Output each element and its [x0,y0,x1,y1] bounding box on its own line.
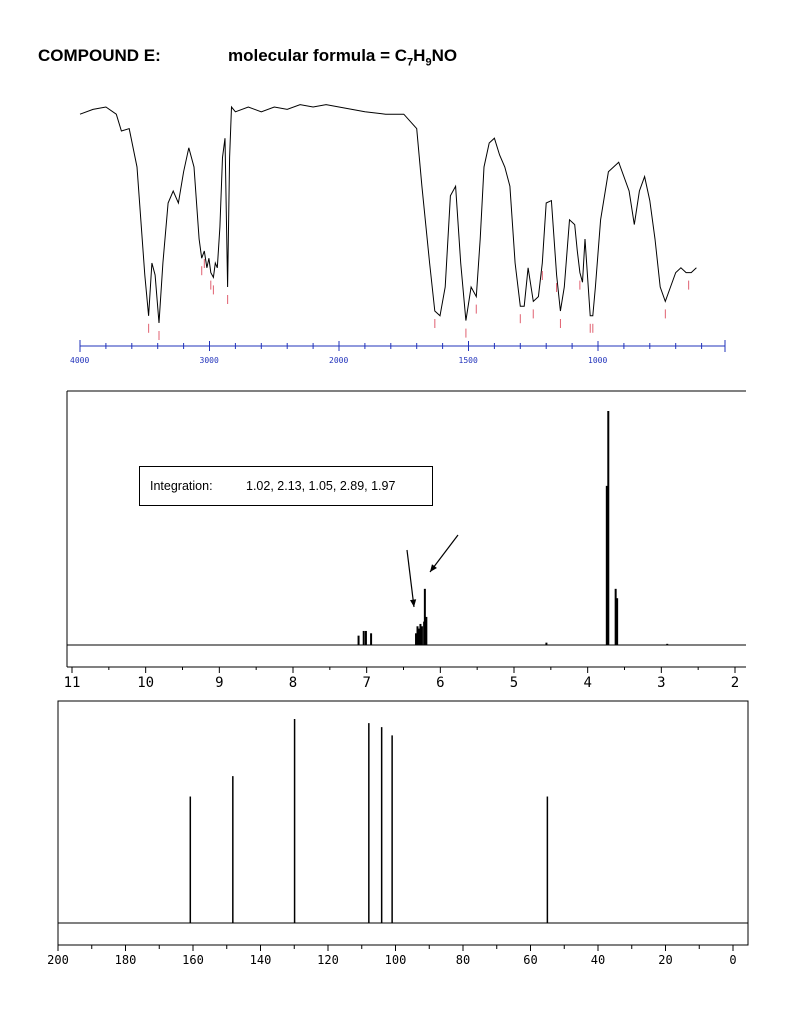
formula-suffix: NO [431,46,458,65]
ir-tick-label: 4000 [70,356,90,365]
cnmr-tick-label: 140 [249,953,272,967]
cnmr-tick-label: 60 [523,953,538,967]
hnmr-arrow [407,550,414,607]
cnmr-tick-label: 80 [455,953,471,967]
cnmr-tick-label: 160 [182,953,204,967]
formula-h: H [413,46,426,65]
cnmr-tick-label: 100 [384,953,407,967]
cnmr-tick-label: 200 [47,953,69,967]
ir-tick-label: 1500 [458,356,478,365]
hnmr-tick-label: 7 [362,675,371,691]
hnmr-arrowhead [410,599,416,607]
hnmr-arrowhead [430,564,437,572]
ir-tick-label: 3000 [199,356,219,365]
integration-label: Integration: [150,479,213,493]
c-nmr-spectrum-chart [0,695,786,1015]
formula-prefix: molecular formula = C [228,46,408,65]
cnmr-frame [58,701,748,945]
ir-tick-label: 2000 [329,356,349,365]
hnmr-tick-label: 9 [215,675,224,691]
ir-tick-label: 1000 [588,356,608,365]
cnmr-tick-label: 20 [658,953,673,967]
ir-trace [80,105,696,323]
formula-h-subscript: 9 [425,56,432,69]
cnmr-tick-label: 0 [729,953,737,967]
ir-spectrum-chart [0,0,786,380]
hnmr-tick-label: 8 [288,675,298,691]
hnmr-tick-label: 4 [583,675,592,691]
integration-values: 1.02, 2.13, 1.05, 2.89, 1.97 [246,479,396,493]
hnmr-tick-label: 11 [63,675,81,691]
cnmr-tick-label: 180 [114,953,137,967]
compound-label: COMPOUND E: [38,46,161,65]
hnmr-tick-label: 6 [436,675,445,691]
hnmr-tick-label: 10 [137,675,155,691]
cnmr-tick-label: 120 [317,953,339,967]
cnmr-tick-label: 40 [590,953,606,967]
hnmr-tick-label: 3 [657,675,666,691]
integration-box [139,466,433,506]
hnmr-tick-label: 5 [509,675,519,691]
formula-c-subscript: 7 [407,56,414,69]
hnmr-tick-label: 2 [730,675,740,691]
h-nmr-spectrum-chart [0,385,786,695]
